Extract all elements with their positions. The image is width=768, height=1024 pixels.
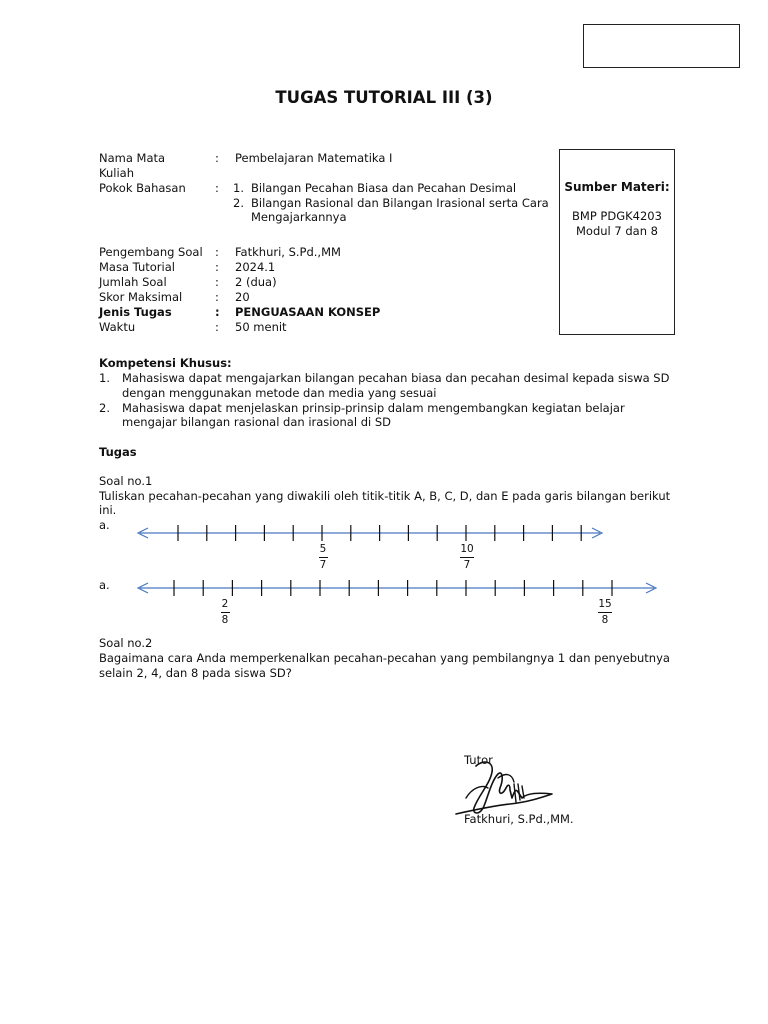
handwritten-signature xyxy=(452,758,562,820)
fraction-denominator: 7 xyxy=(319,559,327,571)
colon: : xyxy=(215,181,219,195)
signature-role: Tutor xyxy=(464,753,493,767)
blank-corner-box xyxy=(583,24,740,68)
tugas-heading: Tugas xyxy=(99,445,137,459)
number-line-b-fraction-2 xyxy=(592,598,618,627)
number-line-b-fraction-1 xyxy=(212,598,238,627)
skor-maksimal-value: 20 xyxy=(235,290,250,304)
kompetensi-item-2-line2: mengajar bilangan rasional dan irasional di SD xyxy=(122,415,392,429)
fraction-denominator: 8 xyxy=(601,614,609,626)
fraction-numerator: 5 xyxy=(319,543,327,555)
document-title: TUGAS TUTORIAL III (3) xyxy=(275,88,493,107)
number-line-a-left-arrow xyxy=(138,528,148,538)
soal1-text-line1: Tuliskan pecahan-pecahan yang diwakili oleh titik-titik A, B, C, D, dan E pada garis bilangan berikut xyxy=(99,489,671,503)
signature-name: Fatkhuri, S.Pd.,MM. xyxy=(464,812,574,826)
pokok-item-2-line1: Bilangan Rasional dan Bilangan Irasional serta Cara xyxy=(251,196,549,210)
jumlah-soal-label: Jumlah Soal xyxy=(99,275,167,289)
fraction-numerator: 10 xyxy=(460,543,474,555)
waktu-value: 50 menit xyxy=(235,320,287,334)
pokok-item-number-2: 2. xyxy=(233,196,244,210)
kompetensi-number-2: 2. xyxy=(99,401,110,415)
number-line-b-right-arrow xyxy=(646,583,656,593)
jenis-tugas-label: Jenis Tugas xyxy=(99,305,172,319)
pokok-bahasan-label: Pokok Bahasan xyxy=(99,181,186,195)
colon: : xyxy=(215,151,219,165)
kompetensi-item-2-line1: Mahasiswa dapat menjelaskan prinsip-prinsip dalam mengembangkan kegiatan belajar xyxy=(122,401,625,415)
jumlah-soal-value: 2 (dua) xyxy=(235,275,277,289)
number-line-a-fraction-1 xyxy=(310,543,336,572)
number-line-a-right-arrow xyxy=(592,528,602,538)
number-line-a-fraction-2 xyxy=(454,543,480,572)
fraction-denominator: 7 xyxy=(463,559,471,571)
soal1-title: Soal no.1 xyxy=(99,474,153,488)
pokok-item-1: Bilangan Pecahan Biasa dan Pecahan Desimal xyxy=(251,181,517,195)
colon: : xyxy=(215,320,219,334)
fraction-numerator: 15 xyxy=(598,598,612,610)
soal2-text-line1: Bagaimana cara Anda memperkenalkan pecahan-pecahan yang pembilangnya 1 dan penyebutnya xyxy=(99,651,670,665)
mata-kuliah-label-line1: Nama Mata xyxy=(99,151,166,165)
colon: : xyxy=(215,305,220,319)
pengembang-value: Fatkhuri, S.Pd.,MM xyxy=(235,245,341,259)
soal2-text-line2: selain 2, 4, dan 8 pada siswa SD? xyxy=(99,666,292,680)
colon: : xyxy=(215,290,219,304)
number-line-a xyxy=(138,525,602,541)
fraction-numerator: 2 xyxy=(221,598,229,610)
number-line-b xyxy=(138,580,656,596)
mata-kuliah-value: Pembelajaran Matematika I xyxy=(235,151,393,165)
masa-tutorial-value: 2024.1 xyxy=(235,260,276,274)
sumber-materi-line1: BMP PDGK4203 xyxy=(572,209,662,223)
jenis-tugas-value: PENGUASAAN KONSEP xyxy=(235,305,381,319)
kompetensi-heading: Kompetensi Khusus: xyxy=(99,356,232,370)
pokok-item-2-line2: Mengajarkannya xyxy=(251,210,347,224)
fraction-denominator: 8 xyxy=(221,614,229,626)
colon: : xyxy=(215,275,219,289)
skor-maksimal-label: Skor Maksimal xyxy=(99,290,183,304)
kompetensi-item-1-line1: Mahasiswa dapat mengajarkan bilangan pecahan biasa dan pecahan desimal kepada siswa SD xyxy=(122,371,670,385)
number-line-b-label: a. xyxy=(99,578,110,592)
pokok-item-number-1: 1. xyxy=(233,181,244,195)
masa-tutorial-label: Masa Tutorial xyxy=(99,260,175,274)
colon: : xyxy=(215,260,219,274)
number-line-a-label: a. xyxy=(99,518,110,532)
kompetensi-number-1: 1. xyxy=(99,371,110,385)
sumber-materi-line2: Modul 7 dan 8 xyxy=(576,224,658,238)
soal1-text-line2: ini. xyxy=(99,503,117,517)
mata-kuliah-label-line2: Kuliah xyxy=(99,166,134,180)
kompetensi-item-1-line2: dengan menggunakan metode dan media yang sesuai xyxy=(122,386,437,400)
sumber-materi-heading: Sumber Materi: xyxy=(564,180,670,194)
waktu-label: Waktu xyxy=(99,320,136,334)
soal2-title: Soal no.2 xyxy=(99,636,153,650)
pengembang-label: Pengembang Soal xyxy=(99,245,203,259)
number-line-b-left-arrow xyxy=(138,583,148,593)
colon: : xyxy=(215,245,219,259)
sumber-materi-box xyxy=(559,149,675,335)
